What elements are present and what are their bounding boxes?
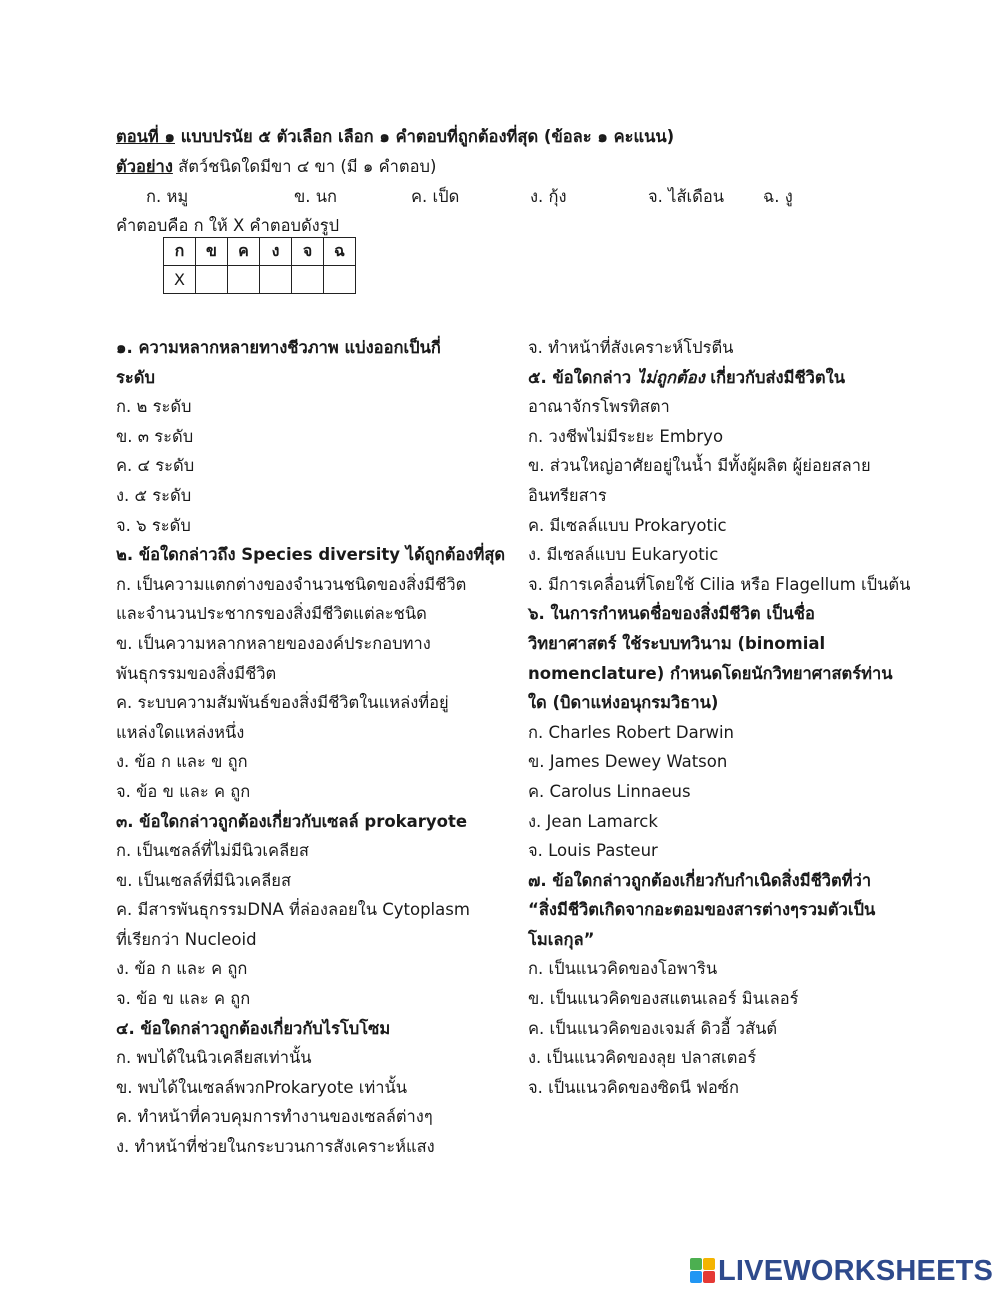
choice-text: จ. มีการเคลื่อนที่โดยใช้ Cilia หรือ Flagellum เป็นต้น bbox=[528, 574, 911, 594]
choice-text: ค. ระบบความสัมพันธ์ของสิ่งมีชีวิตในแหล่งที่อยู่ bbox=[116, 693, 449, 713]
choice-text: แหล่งใดแหล่งหนึ่ง bbox=[116, 722, 245, 742]
choice-text: ง. Jean Lamarck bbox=[528, 811, 658, 831]
question-text: “สิ่งมีชีวิตเกิดจากอะตอมของสารต่างๆรวมตัวเป็น bbox=[528, 900, 876, 920]
choice-text: ง. เป็นแนวคิดของลุย ปลาสเตอร์ bbox=[528, 1048, 757, 1068]
choice-text: ค. เป็นแนวคิดของเจมส์ ดิวอี้ วสันต์ bbox=[528, 1018, 778, 1038]
choice-text: ค. มีสารพันธุกรรมDNA ที่ล่องลอยใน Cytoplasm bbox=[116, 900, 470, 920]
choice-text: ง. ข้อ ก และ ข ถูก bbox=[116, 752, 248, 772]
answer-table-mark-cell[interactable] bbox=[196, 266, 228, 294]
question-text: ใด (บิดาแห่งอนุกรมวิธาน) bbox=[528, 693, 719, 713]
choice-text: จ. เป็นแนวคิดของซิดนี ฟอซ์ก bbox=[528, 1077, 739, 1097]
answer-table-mark-cell[interactable] bbox=[292, 266, 324, 294]
choice-text: ง. ข้อ ก และ ค ถูก bbox=[116, 959, 248, 979]
answer-table-header: ง bbox=[260, 238, 292, 266]
choice-text: ค. มีเซลล์แบบ Prokaryotic bbox=[528, 515, 727, 535]
part-heading bbox=[116, 124, 674, 150]
choice-text: ข. ๓ ระดับ bbox=[116, 426, 194, 446]
liveworksheets-logo bbox=[690, 1254, 993, 1288]
answer-table-header: ข bbox=[196, 238, 228, 266]
answer-table-mark-cell[interactable] bbox=[324, 266, 356, 294]
choice-text: ข. พบได้ในเซลล์พวกProkaryote เท่านั้น bbox=[116, 1077, 408, 1097]
example-answer-table bbox=[163, 237, 356, 294]
choice-text: ง. มีเซลล์แบบ Eukaryotic bbox=[528, 545, 719, 565]
question-text: วิทยาศาสตร์ ใช้ระบบทวินาม (binomial bbox=[528, 633, 826, 653]
question-text: ๗. ข้อใดกล่าวถูกต้องเกี่ยวกับกำเนิดสิ่งมีชีวิตที่ว่า bbox=[528, 870, 872, 890]
choice-text: จ. ข้อ ข และ ค ถูก bbox=[116, 781, 251, 801]
answer-table-header: ก bbox=[164, 238, 196, 266]
example-choice: ข. นก bbox=[294, 187, 338, 206]
part-title: ตอนที่ ๑ bbox=[116, 127, 175, 146]
example-choice: ก. หมู bbox=[146, 187, 189, 206]
question-text: ๓. ข้อใดกล่าวถูกต้องเกี่ยวกับเซลล์ prokaryote bbox=[116, 811, 468, 831]
choice-text: และจำนวนประชากรของสิ่งมีชีวิตแต่ละชนิด bbox=[116, 604, 427, 624]
question-text bbox=[528, 363, 968, 393]
answer-table-mark-cell[interactable]: X bbox=[164, 266, 196, 294]
liveworksheets-logo-text: LIVEWORKSHEETS bbox=[718, 1254, 994, 1287]
emphasis-text: ไม่ถูกต้อง bbox=[636, 367, 705, 387]
example-choice: จ. ไส้เดือน bbox=[648, 187, 725, 206]
question-text-part: ๕. ข้อใดกล่าว bbox=[528, 367, 637, 387]
choice-text: ง. ทำหน้าที่ช่วยในกระบวนการสังเคราะห์แสง bbox=[116, 1137, 435, 1157]
questions-right-column bbox=[528, 333, 968, 1102]
choice-text: ก. เป็นความแตกต่างของจำนวนชนิดของสิ่งมีชีวิต bbox=[116, 574, 467, 594]
choice-text: จ. Louis Pasteur bbox=[528, 841, 658, 861]
example-question: สัตว์ชนิดใดมีขา ๔ ขา (มี ๑ คำตอบ) bbox=[172, 157, 437, 176]
question-text: ๒. ข้อใดกล่าวถึง Species diversity ได้ถูกต้องที่สุด bbox=[116, 545, 506, 565]
choice-text: ค. ทำหน้าที่ควบคุมการทำงานของเซลล์ต่างๆ bbox=[116, 1107, 433, 1127]
choice-text: ข. เป็นความหลากหลายขององค์ประกอบทาง bbox=[116, 633, 431, 653]
choice-text: จ. ข้อ ข และ ค ถูก bbox=[116, 989, 251, 1009]
choice-text: ก. Charles Robert Darwin bbox=[528, 722, 735, 742]
choice-text: ข. เป็นเซลล์ที่มีนิวเคลียส bbox=[116, 870, 292, 890]
question-text: ๖. ในการกำหนดชื่อของสิ่งมีชีวิต เป็นชื่อ bbox=[528, 604, 815, 624]
choice-text: ข. เป็นแนวคิดของสแตนเลอร์ มินเลอร์ bbox=[528, 989, 799, 1009]
questions-left-column bbox=[116, 333, 516, 1162]
answer-table-mark-cell[interactable] bbox=[228, 266, 260, 294]
example-label: ตัวอย่าง bbox=[116, 157, 173, 176]
question-text: ๑. ความหลากหลายทางชีวภาพ แบ่งออกเป็นกี่ bbox=[116, 338, 441, 357]
choice-text: ก. เป็นแนวคิดของโอพาริน bbox=[528, 959, 718, 979]
example-answer-instruction: คำตอบคือ ก ให้ X คำตอบดังรูป bbox=[116, 216, 340, 235]
question-text: ๔. ข้อใดกล่าวถูกต้องเกี่ยวกับไรโบโซม bbox=[116, 1018, 391, 1038]
choice-text: จ. ๖ ระดับ bbox=[116, 515, 191, 535]
question-text: โมเลกุล” bbox=[528, 929, 595, 949]
choice-text: ค. Carolus Linnaeus bbox=[528, 781, 691, 801]
choice-text: ก. ๒ ระดับ bbox=[116, 397, 192, 417]
example-choice: ฉ. งู bbox=[763, 187, 793, 206]
question-text: nomenclature) กำหนดโดยนักวิทยาศาสตร์ท่าน bbox=[528, 663, 893, 683]
example-choice: ค. เป็ด bbox=[411, 187, 460, 206]
choice-text: ก. พบได้ในนิวเคลียสเท่านั้น bbox=[116, 1048, 312, 1068]
choice-text: ที่เรียกว่า Nucleoid bbox=[116, 929, 257, 949]
answer-table-header: ค bbox=[228, 238, 260, 266]
answer-table-header: ฉ bbox=[324, 238, 356, 266]
part-description: แบบปรนัย ๕ ตัวเลือก เลือก ๑ คำตอบที่ถูกต้องที่สุด (ข้อละ ๑ คะแนน) bbox=[175, 127, 675, 146]
example-line bbox=[116, 154, 436, 180]
choice-text: ข. James Dewey Watson bbox=[528, 752, 728, 772]
answer-table-header: จ bbox=[292, 238, 324, 266]
choice-text: พันธุกรรมของสิ่งมีชีวิต bbox=[116, 663, 277, 683]
example-choice: ง. กุ้ง bbox=[530, 187, 567, 206]
choice-text: ก. เป็นเซลล์ที่ไม่มีนิวเคลียส bbox=[116, 841, 309, 861]
answer-table-mark-cell[interactable] bbox=[260, 266, 292, 294]
answer-table-mark-row bbox=[164, 266, 356, 294]
question-text-part: เกี่ยวกับส่งมีชีวิตใน bbox=[704, 367, 845, 387]
choice-text: ง. ๕ ระดับ bbox=[116, 485, 192, 505]
choice-text: ก. วงชีพไม่มีระยะ Embryo bbox=[528, 426, 724, 446]
choice-text: อินทรียสาร bbox=[528, 485, 607, 505]
choice-text: อาณาจักรโพรทิสตา bbox=[528, 397, 670, 417]
choice-text: จ. ทำหน้าที่สังเคราะห์โปรตีน bbox=[528, 338, 734, 357]
answer-table-header-row bbox=[164, 238, 356, 266]
choice-text: ค. ๔ ระดับ bbox=[116, 456, 195, 476]
choice-text: ข. ส่วนใหญ่อาศัยอยู่ในน้ำ มีทั้งผู้ผลิต ผู้ย่อยสลาย bbox=[528, 456, 871, 476]
liveworksheets-logo-icon bbox=[690, 1258, 716, 1284]
question-text: ระดับ bbox=[116, 367, 155, 387]
